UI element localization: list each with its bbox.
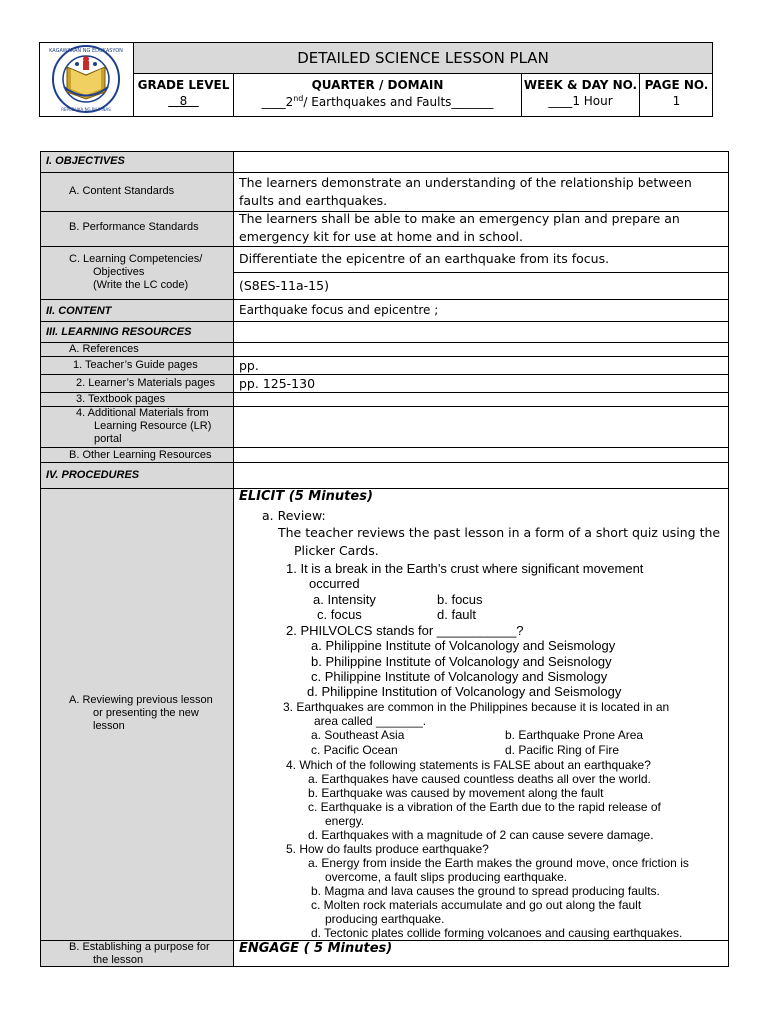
row-divider xyxy=(40,172,729,173)
document-title: DETAILED SCIENCE LESSON PLAN xyxy=(133,43,712,74)
grade-level-value: 8 xyxy=(179,94,188,108)
competencies-label-1: C. Learning Competencies/ xyxy=(69,253,203,265)
procedure-a-label-1: A. Reviewing previous lesson xyxy=(69,694,213,706)
competencies-label-2: Objectives xyxy=(93,266,145,278)
procedure-b-label-1: B. Establishing a purpose for xyxy=(69,941,210,953)
question-2: 2. PHILVOLCS stands for ___________? xyxy=(286,623,524,638)
q3-option-c: c. Pacific Ocean xyxy=(311,743,398,757)
q1-option-c: c. focus xyxy=(317,607,362,622)
competencies-label-3: (Write the LC code) xyxy=(93,279,189,291)
procedure-a-label-2: or presenting the new xyxy=(93,707,199,719)
learners-materials-value: pp. 125-130 xyxy=(239,376,316,391)
question-3: 3. Earthquakes are common in the Philippines because it is located in an xyxy=(283,700,670,714)
performance-standards-value: The learners shall be able to make an emergency plan and prepare an emergency kit for use at home and in school. xyxy=(239,211,680,244)
column-divider xyxy=(233,151,234,967)
svg-text:KAGAWARAN NG EDUKASYON: KAGAWARAN NG EDUKASYON xyxy=(49,48,123,54)
question-1-cont: occurred xyxy=(309,576,360,591)
q4-option-d: d. Earthquakes with a magnitude of 2 can cause severe damage. xyxy=(308,828,654,842)
q2-option-a: a. Philippine Institute of Volcanology and Seismology xyxy=(311,638,616,653)
content-value: Earthquake focus and epicentre ; xyxy=(239,303,439,317)
review-intro-1: The teacher reviews the past lesson in a form of a short quiz using the xyxy=(278,525,721,540)
q5-option-a: a. Energy from inside the Earth makes the ground move, once friction is xyxy=(308,856,689,870)
objectives-heading: I. OBJECTIVES xyxy=(46,155,125,167)
content-standards-value: The learners demonstrate an understanding of the relationship between faults and earthquakes. xyxy=(239,175,692,208)
teachers-guide-label: 1. Teacher’s Guide pages xyxy=(73,359,198,371)
q1-option-b: b. focus xyxy=(437,592,483,607)
q4-option-c-cont: energy. xyxy=(325,814,365,828)
additional-label-2: Learning Resource (LR) xyxy=(94,420,212,432)
q5-option-b: b. Magma and lava causes the ground to spread producing faults. xyxy=(311,884,660,898)
q4-option-c: c. Earthquake is a vibration of the Earth due to the rapid release of xyxy=(308,800,661,814)
q2-option-b: b. Philippine Institute of Volcanology and Seisnology xyxy=(311,654,612,669)
resources-heading: III. LEARNING RESOURCES xyxy=(46,326,192,338)
row-divider xyxy=(40,374,729,375)
engage-heading: ENGAGE ( 5 Minutes) xyxy=(239,941,393,956)
q5-option-c: c. Molten rock materials accumulate and go out along the fault xyxy=(311,898,642,912)
page-no-cell xyxy=(639,74,713,117)
quarter-domain-cell xyxy=(233,74,521,117)
deped-seal-icon xyxy=(39,42,134,117)
row-divider xyxy=(40,299,729,300)
logo-cell xyxy=(39,42,134,117)
references-label: A. References xyxy=(69,343,139,355)
grade-level-label: GRADE LEVEL xyxy=(137,78,230,92)
row-divider xyxy=(40,488,729,489)
lc-code: (S8ES-11a-15) xyxy=(239,278,329,293)
question-3-cont: area called _______. xyxy=(314,714,427,728)
q1-option-a: a. Intensity xyxy=(313,592,376,607)
content-heading: II. CONTENT xyxy=(46,305,112,317)
q3-option-d: d. Pacific Ring of Fire xyxy=(505,743,620,757)
week-day-cell xyxy=(521,74,639,117)
row-divider xyxy=(40,246,729,247)
review-label: a. Review: xyxy=(262,508,326,523)
q2-option-d: d. Philippine Institution of Volcanology and Seismology xyxy=(307,684,622,699)
q5-option-a-cont: overcome, a fault slips producing earthquake. xyxy=(325,870,568,884)
q5-option-c-cont: producing earthquake. xyxy=(325,912,445,926)
performance-standards-label: B. Performance Standards xyxy=(69,221,199,233)
q3-option-a: a. Southeast Asia xyxy=(311,728,405,742)
quarter-domain-value: ____2nd/ Earthquakes and Faults_______ xyxy=(261,94,494,109)
additional-label-1: 4. Additional Materials from xyxy=(76,407,209,419)
competencies-value: Differentiate the epicentre of an earthquake from its focus. xyxy=(239,251,610,266)
question-5: 5. How do faults produce earthquake? xyxy=(286,842,489,856)
q1-option-d: d. fault xyxy=(437,607,477,622)
week-day-label: WEEK & DAY NO. xyxy=(523,78,638,92)
additional-label-3: portal xyxy=(94,433,122,445)
procedure-b-label-2: the lesson xyxy=(93,954,144,966)
row-divider xyxy=(40,462,729,463)
row-divider xyxy=(40,342,729,343)
svg-text:REPUBLIKA NG PILIPINAS: REPUBLIKA NG PILIPINAS xyxy=(61,107,111,112)
learners-materials-label: 2. Learner’s Materials pages xyxy=(76,377,216,389)
q4-option-a: a. Earthquakes have caused countless deaths all over the world. xyxy=(308,772,651,786)
content-standards-label: A. Content Standards xyxy=(69,185,175,197)
review-intro-2: Plicker Cards. xyxy=(294,543,379,558)
row-divider xyxy=(40,356,729,357)
row-divider xyxy=(233,272,729,273)
row-divider xyxy=(40,447,729,448)
elicit-heading: ELICIT (5 Minutes) xyxy=(239,489,373,504)
q5-option-d: d. Tectonic plates collide forming volcanoes and causing earthquakes. xyxy=(311,926,683,940)
page-no-value: 1 xyxy=(672,94,681,108)
row-divider xyxy=(40,321,729,322)
q3-option-b: b. Earthquake Prone Area xyxy=(505,728,644,742)
question-1: 1. It is a break in the Earth’s crust where significant movement xyxy=(286,561,644,576)
question-4: 4. Which of the following statements is FALSE about an earthquake? xyxy=(286,758,651,772)
q4-option-b: b. Earthquake was caused by movement along the fault xyxy=(308,786,604,800)
quarter-domain-label: QUARTER / DOMAIN xyxy=(311,78,444,92)
grade-level-cell xyxy=(133,74,233,117)
procedures-heading: IV. PROCEDURES xyxy=(46,469,140,481)
other-resources-label: B. Other Learning Resources xyxy=(69,449,212,461)
procedure-a-label-3: lesson xyxy=(93,720,125,732)
textbook-label: 3. Textbook pages xyxy=(76,393,166,405)
page-no-label: PAGE NO. xyxy=(644,78,709,92)
q2-option-c: c. Philippine Institute of Volcanology and Sismology xyxy=(311,669,608,684)
week-day-value: ____1 Hour xyxy=(548,94,613,108)
teachers-guide-value: pp. xyxy=(239,358,259,373)
